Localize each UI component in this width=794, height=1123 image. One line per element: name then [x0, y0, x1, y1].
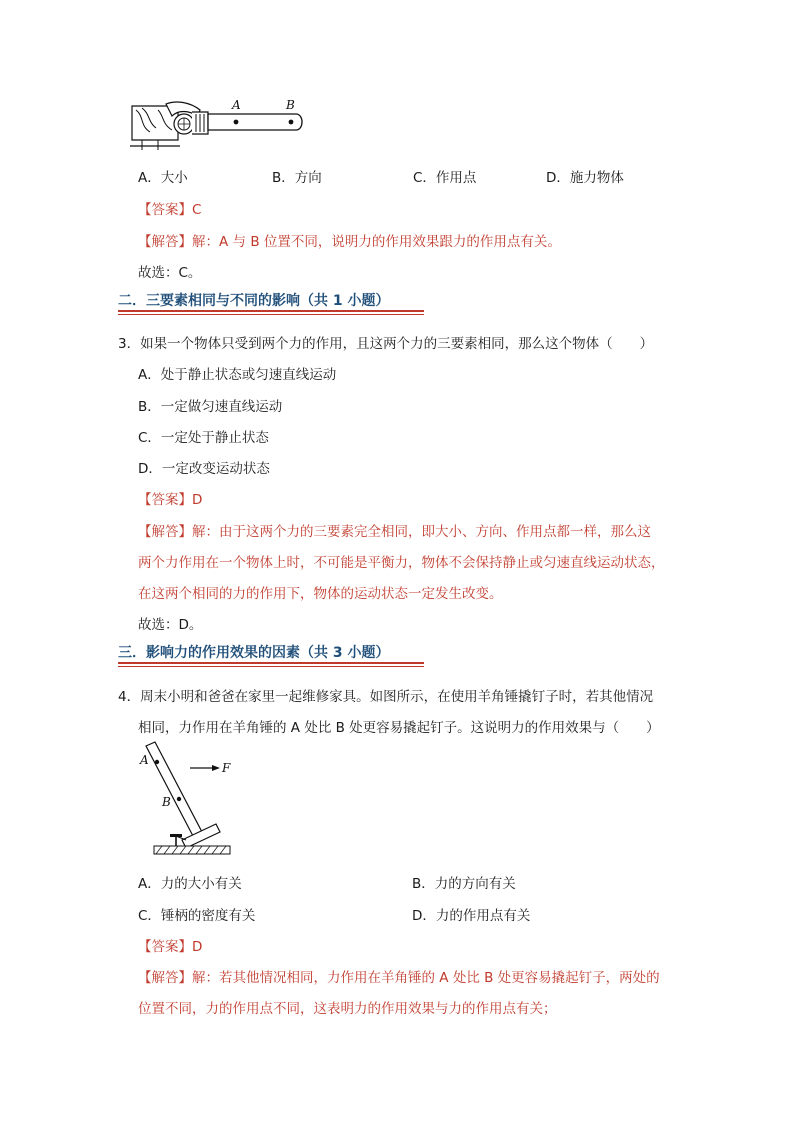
q4-option-a: A．力的大小有关 — [138, 876, 242, 892]
analysis-tag: 【解答】 — [138, 234, 192, 250]
answer-tag: 【答案】 — [138, 492, 192, 508]
answer-tag: 【答案】 — [138, 939, 192, 955]
claw-hammer-figure — [136, 740, 236, 860]
wrench-figure — [128, 96, 308, 158]
q4-option-b: B．力的方向有关 — [412, 876, 516, 892]
q2-conclusion: 故选：C。 — [138, 265, 202, 281]
q3-option-d: D．一定改变运动状态 — [138, 461, 270, 477]
q2-option-a: A．大小 — [138, 170, 188, 186]
q2-answer-row — [138, 198, 201, 218]
q2-option-c: C．作用点 — [413, 170, 477, 186]
q4-stem-line-2: 相同，力作用在羊角锤的 A 处比 B 处更容易撬起钉子。这说明力的作用效果与（ ） — [138, 720, 660, 736]
q4-option-c: C．锤柄的密度有关 — [138, 908, 256, 924]
q4-answer: D — [192, 939, 203, 955]
q4-stem-line-1: 4．周末小明和爸爸在家里一起维修家具。如图所示，在使用羊角锤撬钉子时，若其他情况 — [118, 689, 654, 705]
section-2-underline — [118, 310, 424, 312]
q3-option-c: C．一定处于静止状态 — [138, 430, 269, 446]
q3-analysis-line-3: 在这两个相同的力的作用下，物体的运动状态一定发生改变。 — [138, 586, 503, 602]
section-2-title: 二．三要素相同与不同的影响（共 1 小题） — [118, 293, 390, 309]
section-3-title: 三．影响力的作用效果的因素（共 3 小题） — [118, 645, 390, 661]
q4-option-d: D．力的作用点有关 — [412, 908, 531, 924]
q3-option-a: A．处于静止状态或匀速直线运动 — [138, 367, 337, 383]
q3-conclusion: 故选：D。 — [138, 617, 203, 633]
q2-answer: C — [192, 202, 202, 218]
analysis-tag: 【解答】 — [138, 524, 192, 540]
wrench-label-b: B — [286, 98, 295, 112]
answer-tag: 【答案】 — [138, 202, 192, 218]
analysis-tag: 【解答】 — [138, 970, 192, 986]
q3-analysis-line-1: 【解答】解：由于这两个力的三要素完全相同，即大小、方向、作用点都一样，那么这 — [138, 524, 651, 540]
q2-option-d: D．施力物体 — [546, 170, 624, 186]
wrench-label-a: A — [232, 98, 241, 112]
hammer-label-f: F — [222, 761, 231, 775]
q4-analysis-line-2: 位置不同，力的作用点不同，这表明力的作用效果与力的作用点有关； — [138, 1001, 557, 1017]
section-3-underline — [118, 662, 424, 664]
hammer-label-a: A — [140, 753, 149, 767]
q4-answer-row — [138, 935, 202, 955]
q3-stem: 3．如果一个物体只受到两个力的作用，且这两个力的三要素相同，那么这个物体（ ） — [118, 336, 654, 352]
section-2-underline-thin — [118, 314, 424, 315]
q3-option-b: B．一定做匀速直线运动 — [138, 399, 283, 415]
q4-analysis-line-1: 【解答】解：若其他情况相同，力作用在羊角锤的 A 处比 B 处更容易撬起钉子，两处的 — [138, 970, 660, 986]
q2-analysis-row — [138, 230, 561, 250]
q3-analysis-line-2: 两个力作用在一个物体上时，不可能是平衡力，物体不会保持静止或匀速直线运动状态， — [138, 555, 665, 571]
q2-analysis: 解：A 与 B 位置不同，说明力的作用效果跟力的作用点有关。 — [192, 234, 561, 250]
q3-answer-row — [138, 488, 202, 508]
q3-answer: D — [192, 492, 203, 508]
hammer-label-b: B — [162, 795, 171, 809]
section-3-underline-thin — [118, 666, 424, 667]
q2-option-b: B．方向 — [272, 170, 322, 186]
